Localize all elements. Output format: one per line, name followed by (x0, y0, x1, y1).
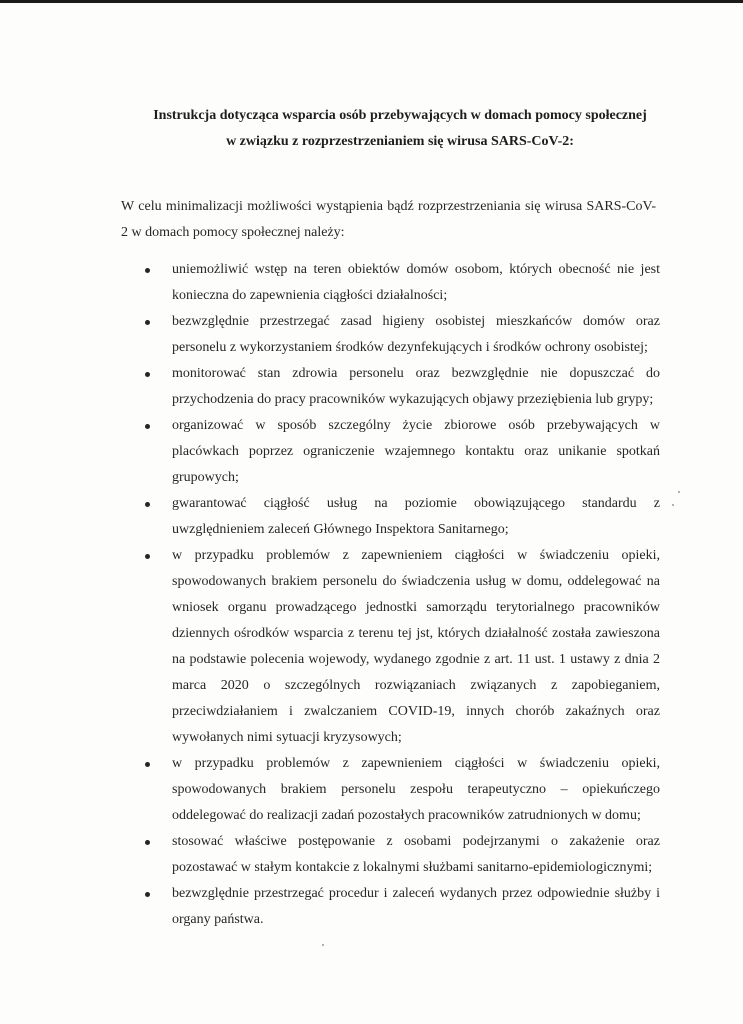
title-line-1: Instrukcja dotycząca wsparcia osób przebywających w domach pomocy społecznej (153, 108, 647, 123)
list-item-text: organizować w sposób szczególny życie zbiorowe osób przebywających w placówkach poprzez ograniczenie wzajemnego kontaktu oraz unikanie spotkań grupowych; (172, 418, 660, 485)
list-item (143, 413, 660, 491)
intro-line-2: 2 w domach pomocy społecznej należy: (121, 225, 345, 240)
scan-speck (672, 504, 674, 506)
list-item-text: bezwzględnie przestrzegać zasad higieny osobistej mieszkańców domów oraz personelu z wykorzystaniem środków dezynfekujących i środków ochrony osobistej; (172, 314, 660, 355)
list-item-text: monitorować stan zdrowia personelu oraz bezwzględnie nie dopuszczać do przychodzenia do pracy pracowników wykazujących objawy przeziębienia lub grypy; (172, 366, 660, 407)
list-item (143, 491, 660, 543)
title-line-2: w związku z rozprzestrzenianiem się wirusa SARS-CoV-2: (226, 134, 574, 149)
list-item-text: bezwzględnie przestrzegać procedur i zaleceń wydanych przez odpowiednie służby i organy państwa. (172, 886, 660, 927)
scan-speck (322, 944, 324, 946)
list-item-text: w przypadku problemów z zapewnieniem ciągłości w świadczeniu opieki, spowodowanych brakiem personelu do świadczenia usług w domu, oddelegować na wniosek organu prowadzącego jednostki samorządu terytorialnego pracowników dziennych ośrodków wsparcia z terenu tej jst, których działalność została zawieszona na podstawie polecenia wojewody, wydanego zgodnie z art. 11 ust. 1 ustawy z dnia 2 marca 2020 o szczególnych rozwiązaniach związanych z zapobieganiem, przeciwdziałaniem i zwalczaniem COVID-19, innych chorób zakaźnych oraz wywołanych nimi sytuacji kryzysowych; (172, 548, 660, 745)
list-item-text: gwarantować ciągłość usług na poziomie obowiązującego standardu z uwzględnieniem zaleceń Głównego Inspektora Sanitarnego; (172, 496, 660, 537)
list-item (143, 751, 660, 829)
bullet-icon (145, 554, 150, 559)
intro-line-1: W celu minimalizacji możliwości wystąpienia bądź rozprzestrzeniania się wirusa SARS-CoV- (121, 199, 656, 214)
list-item-text: uniemożliwić wstęp na teren obiektów domów osobom, których obecność nie jest konieczna do zapewnienia ciągłości działalności; (172, 262, 660, 303)
intro-paragraph (121, 194, 656, 246)
list-item-text: w przypadku problemów z zapewnieniem ciągłości w świadczeniu opieki, spowodowanych brakiem personelu zespołu terapeutyczno – opiekuńczego oddelegować do realizacji zadań pozostałych pracowników zatrudnionych w domu; (172, 756, 660, 823)
bullet-icon (145, 320, 150, 325)
instruction-list (143, 257, 660, 933)
list-item (143, 543, 660, 751)
document-title (100, 103, 700, 155)
bullet-icon (145, 892, 150, 897)
list-item (143, 257, 660, 309)
bullet-icon (145, 424, 150, 429)
bullet-icon (145, 372, 150, 377)
list-item (143, 361, 660, 413)
list-item (143, 309, 660, 361)
list-item-text: stosować właściwe postępowanie z osobami podejrzanymi o zakażenie oraz pozostawać w stałym kontakcie z lokalnymi służbami sanitarno-epidemiologicznymi; (172, 834, 660, 875)
bullet-icon (145, 268, 150, 273)
bullet-icon (145, 840, 150, 845)
bullet-icon (145, 502, 150, 507)
scan-top-edge (0, 0, 743, 3)
list-item (143, 881, 660, 933)
bullet-icon (145, 762, 150, 767)
list-item (143, 829, 660, 881)
scan-speck (678, 491, 680, 493)
